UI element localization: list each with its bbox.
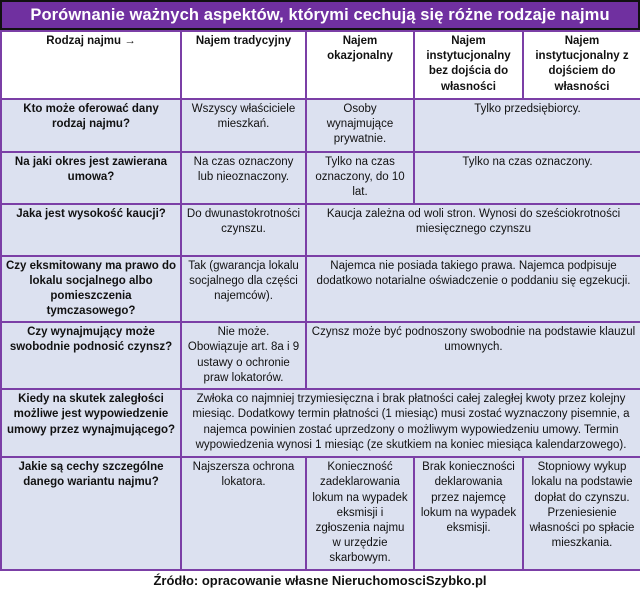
- question-cell: Jakie są cechy szczególne danego wariantu najmu?: [1, 457, 181, 570]
- column-header-najem-tradycyjny: Najem tradycyjny: [181, 31, 306, 99]
- table-row: [1, 152, 640, 204]
- answer-cell: Stopniowy wykup lokalu na podstawie dopłat do czynszu. Przeniesienie własności po spłacie mieszkania.: [523, 457, 640, 570]
- question-cell: Jaka jest wysokość kaucji?: [1, 204, 181, 256]
- comparison-table: [0, 30, 640, 571]
- column-header-najem-instytucjonalny-z: Najem instytucjonalny z dojściem do własności: [523, 31, 640, 99]
- column-header-rodzaj-najmu: Rodzaj najmu →: [1, 31, 181, 99]
- answer-cell: Na czas oznaczony lub nieoznaczony.: [181, 152, 306, 204]
- question-cell: Kto może oferować dany rodzaj najmu?: [1, 99, 181, 152]
- answer-cell: Konieczność zadeklarowania lokum na wypadek eksmisji i zgłoszenia najmu w urzędzie skarbowym.: [306, 457, 414, 570]
- column-header-najem-instytucjonalny-bez: Najem instytucjonalny bez dojścia do własności: [414, 31, 523, 99]
- answer-cell: Tylko przedsiębiorcy.: [414, 99, 640, 152]
- answer-cell: Do dwunastokrotności czynszu.: [181, 204, 306, 256]
- answer-cell: Czynsz może być podnoszony swobodnie na podstawie klauzul umownych.: [306, 322, 640, 389]
- table-row: [1, 256, 640, 323]
- answer-cell: Brak konieczności deklarowania przez najemcę lokum na wypadek eksmisji.: [414, 457, 523, 570]
- page-title: Porównanie ważnych aspektów, którymi cechują się różne rodzaje najmu: [0, 0, 640, 30]
- question-cell: Kiedy na skutek zaległości możliwe jest wypowiedzenie umowy przez wynajmującego?: [1, 389, 181, 457]
- answer-cell: Najszersza ochrona lokatora.: [181, 457, 306, 570]
- question-cell: Na jaki okres jest zawierana umowa?: [1, 152, 181, 204]
- answer-cell: Osoby wynajmujące prywatnie.: [306, 99, 414, 152]
- table-row: [1, 389, 640, 457]
- question-cell: Czy wynajmujący może swobodnie podnosić czynsz?: [1, 322, 181, 389]
- answer-cell: Kaucja zależna od woli stron. Wynosi do sześciokrotności miesięcznego czynszu: [306, 204, 640, 256]
- answer-cell: Tylko na czas oznaczony, do 10 lat.: [306, 152, 414, 204]
- answer-cell: Zwłoka co najmniej trzymiesięczna i brak płatności całej zaległej kwoty przez kolejny miesiąc. Dodatkowy termin płatności (1 miesiąc) musi zostać wyznaczony pisemnie, a najemca powinien zostać uprzedzony o możliwym wypowiedzeniu umowy. Termin wypowiedzenia wynosi 1 miesiąc (ze skutkiem na koniec miesiąca kalendarzowego).: [181, 389, 640, 457]
- table-row: [1, 99, 640, 152]
- answer-cell: Wszyscy właściciele mieszkań.: [181, 99, 306, 152]
- column-header-najem-okazjonalny: Najem okazjonalny: [306, 31, 414, 99]
- answer-cell: Tak (gwarancja lokalu socjalnego dla części najemców).: [181, 256, 306, 323]
- answer-cell: Nie może. Obowiązuje art. 8a i 9 ustawy o ochronie praw lokatorów.: [181, 322, 306, 389]
- table-row: [1, 457, 640, 570]
- table-row: [1, 322, 640, 389]
- answer-cell: Tylko na czas oznaczony.: [414, 152, 640, 204]
- source-attribution: Źródło: opracowanie własne NieruchomosciSzybko.pl: [0, 571, 640, 593]
- table-row: [1, 204, 640, 256]
- answer-cell: Najemca nie posiada takiego prawa. Najemca podpisuje dodatkowo notarialne oświadczenie o poddaniu się egzekucji.: [306, 256, 640, 323]
- header-row: [1, 31, 640, 99]
- question-cell: Czy eksmitowany ma prawo do lokalu socjalnego albo pomieszczenia tymczasowego?: [1, 256, 181, 323]
